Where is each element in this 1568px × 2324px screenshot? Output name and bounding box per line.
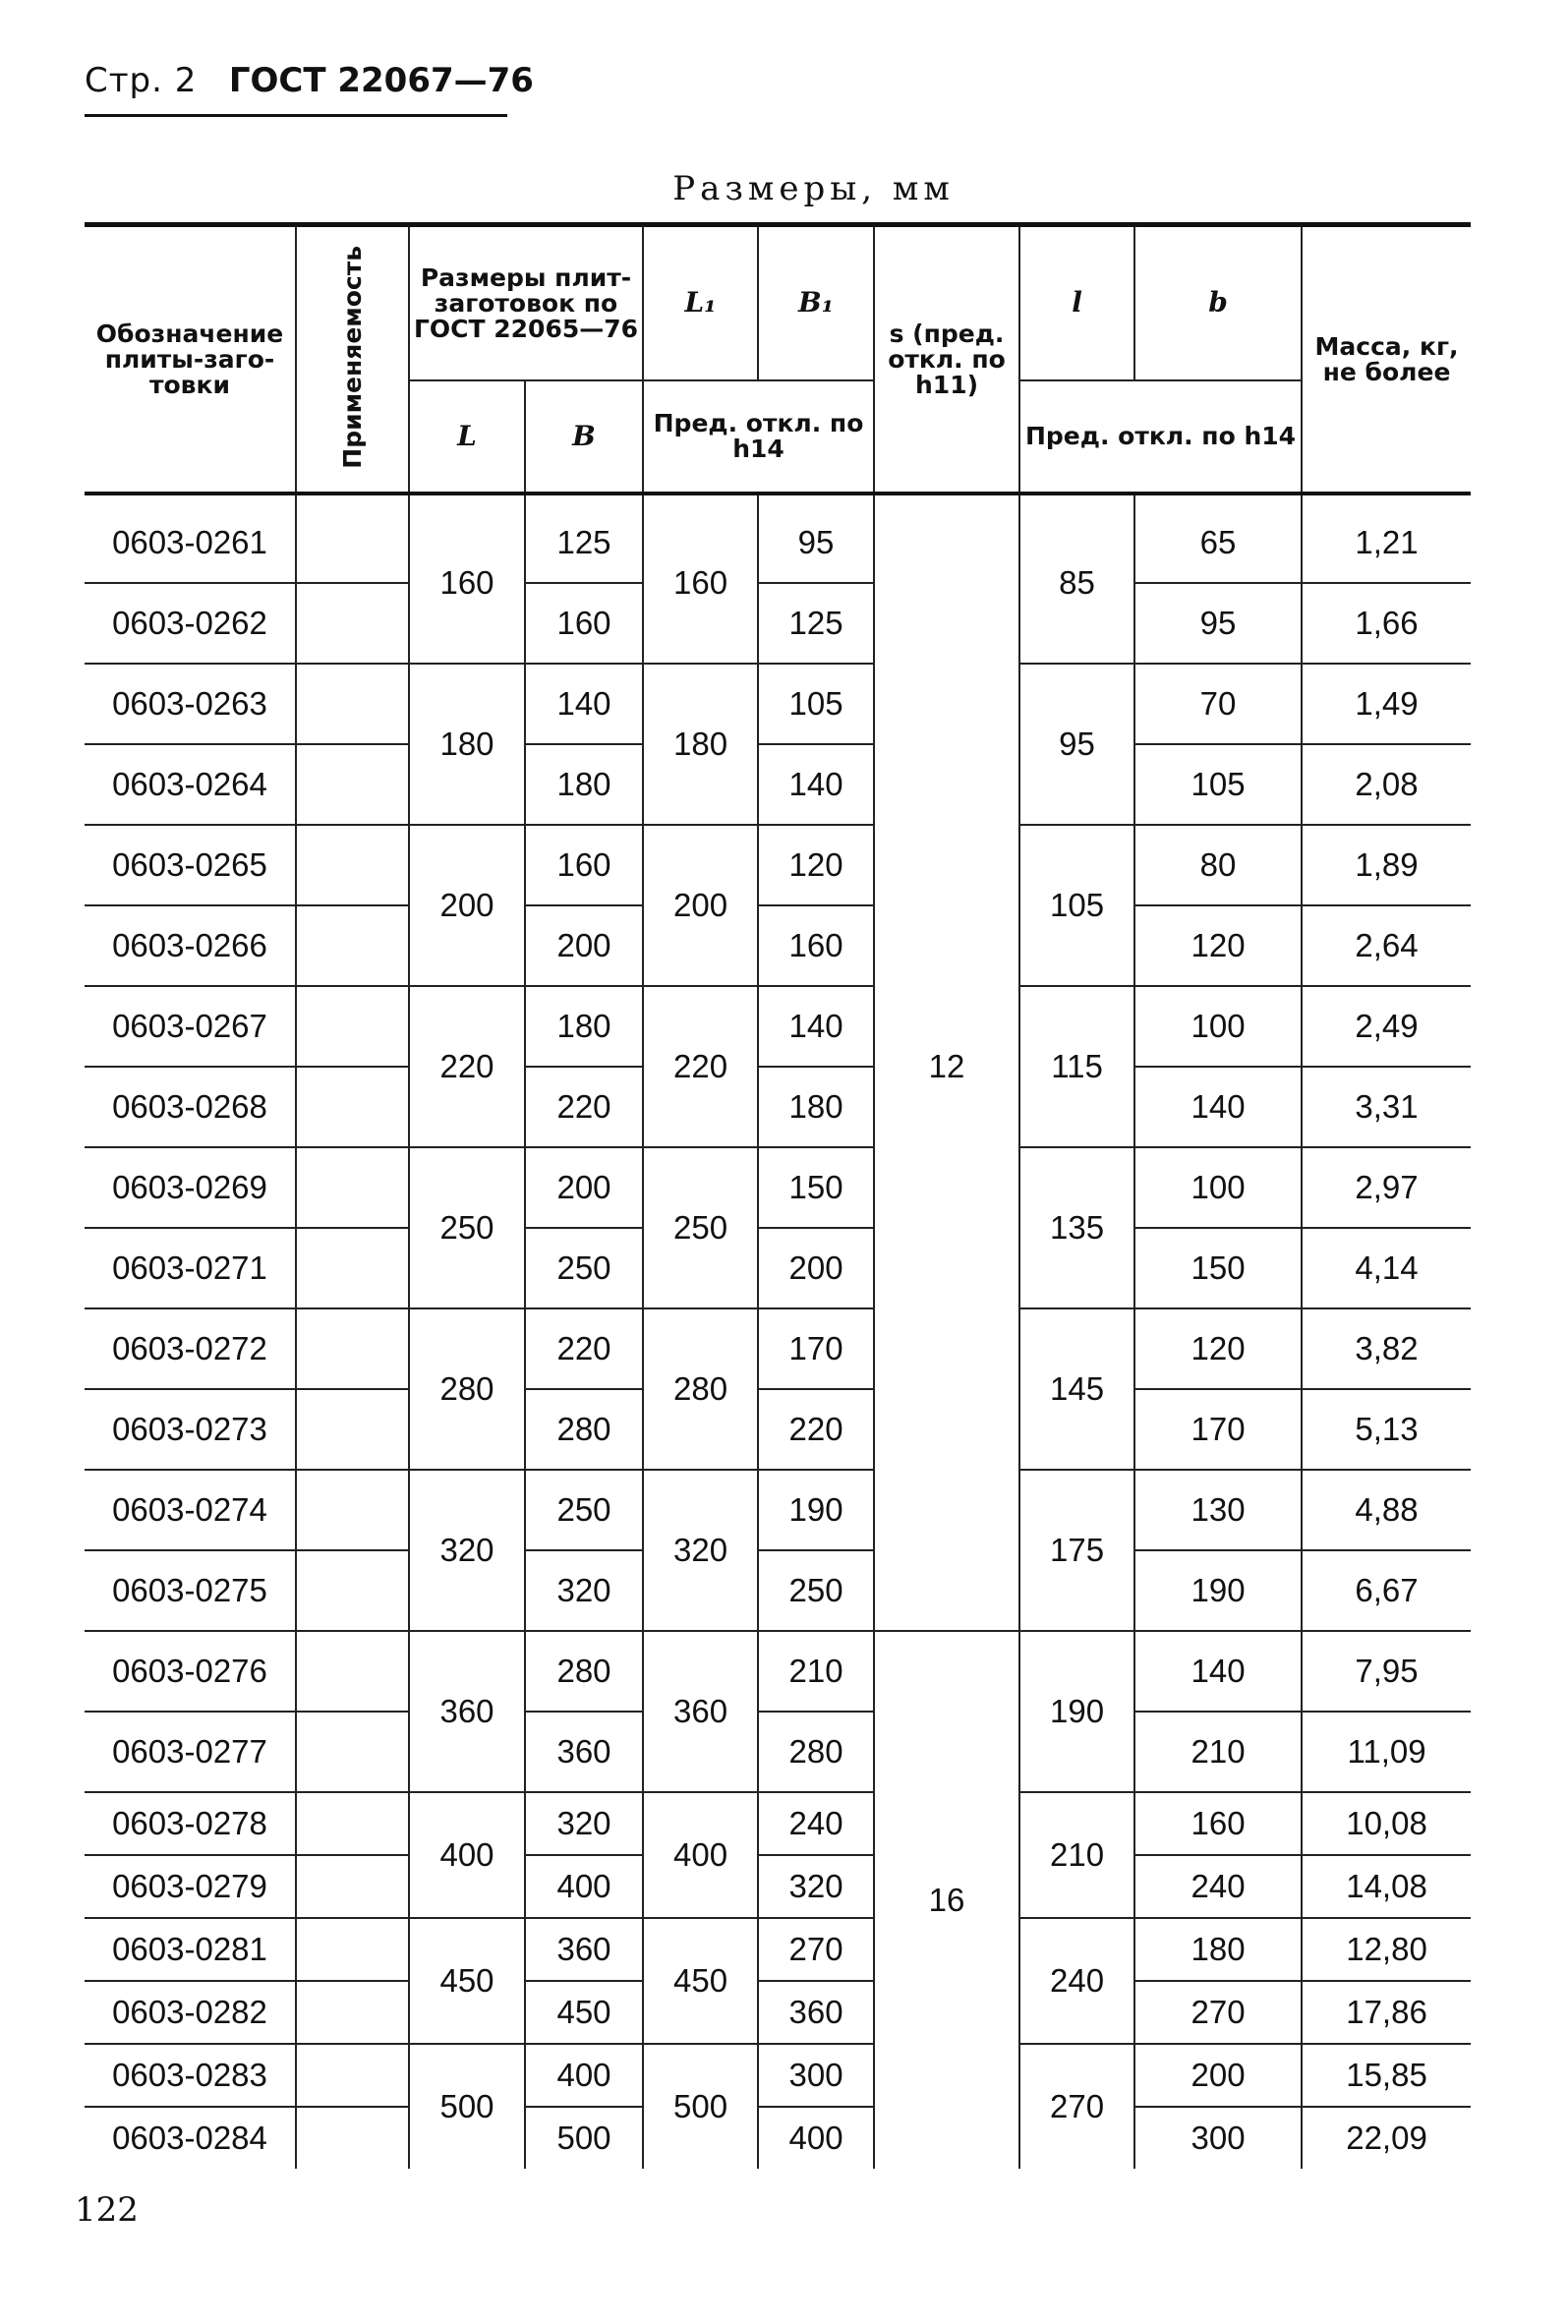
- designation-cell: 0603-0284: [85, 2107, 296, 2169]
- designation-cell: 0603-0261: [112, 524, 267, 560]
- mass-cell: 17,86: [1302, 1981, 1471, 2044]
- B1-cell: 140: [758, 744, 874, 825]
- B-cell: 220: [525, 1308, 643, 1389]
- col-blank-sizes: Размеры плит-заготовок по ГОСТ 22065—76: [409, 227, 643, 380]
- table-row: [85, 825, 1471, 905]
- B1-cell: 200: [758, 1228, 874, 1308]
- applicability-cell: [296, 1550, 409, 1631]
- B-cell: 180: [525, 986, 643, 1067]
- dimensions-table: [85, 227, 1471, 2169]
- L1-cell: 160: [643, 503, 758, 664]
- L1-cell: 400: [643, 1792, 758, 1918]
- l-cell: 270: [1019, 2044, 1134, 2169]
- B-cell: 360: [525, 1712, 643, 1792]
- applicability-cell: [296, 2044, 409, 2107]
- page-label: Стр. 2: [85, 61, 198, 100]
- designation-cell: 0603-0283: [85, 2044, 296, 2107]
- B-cell: 360: [525, 1918, 643, 1981]
- col-l: [1019, 227, 1134, 380]
- L-cell: 160: [409, 503, 525, 664]
- L-cell: 200: [409, 825, 525, 986]
- B1-cell: 125: [758, 583, 874, 664]
- b-cell: 170: [1134, 1389, 1302, 1470]
- l-cell: 175: [1019, 1470, 1134, 1631]
- mass-cell: 10,08: [1302, 1792, 1471, 1855]
- col-designation: Обозначение плиты-заго-товки: [85, 227, 296, 494]
- mass-cell: 3,31: [1302, 1067, 1471, 1147]
- L1-cell: 320: [643, 1470, 758, 1631]
- b-cell: 200: [1134, 2044, 1302, 2107]
- page-header: [85, 61, 534, 100]
- mass-cell: 4,88: [1302, 1470, 1471, 1550]
- col-L1: [643, 227, 758, 380]
- l-cell: 190: [1019, 1631, 1134, 1792]
- mass-cell: 2,08: [1302, 744, 1471, 825]
- table-row: [85, 905, 1471, 986]
- l-cell: 135: [1019, 1147, 1134, 1308]
- col-b: [1134, 227, 1302, 380]
- B-cell: 400: [525, 1855, 643, 1918]
- mass-cell: 14,08: [1302, 1855, 1471, 1918]
- designation-cell: 0603-0265: [85, 825, 296, 905]
- table-row: [85, 2044, 1471, 2107]
- s-cell: 12: [874, 503, 1019, 1631]
- mass-cell: 2,97: [1302, 1147, 1471, 1228]
- col-B1: [758, 227, 874, 380]
- col-applicability-label: Применяемость: [337, 245, 367, 469]
- table-row: [85, 503, 1471, 583]
- B-cell: 180: [525, 744, 643, 825]
- B1-cell: 150: [758, 1147, 874, 1228]
- b-cell: 130: [1134, 1470, 1302, 1550]
- b-cell: 95: [1134, 583, 1302, 664]
- applicability-cell: [296, 1712, 409, 1792]
- mass-cell: 22,09: [1302, 2107, 1471, 2169]
- table-row: [85, 1981, 1471, 2044]
- b-cell: 190: [1134, 1550, 1302, 1631]
- col-tolerance-h14-a: Пред. откл. по h14: [643, 380, 874, 494]
- l-cell: 85: [1019, 503, 1134, 664]
- B1-cell: 210: [758, 1631, 874, 1712]
- L1-cell: 180: [643, 664, 758, 825]
- col-L: [409, 380, 525, 494]
- designation-cell: 0603-0271: [85, 1228, 296, 1308]
- mass-cell: 2,49: [1302, 986, 1471, 1067]
- designation-cell: 0603-0272: [85, 1308, 296, 1389]
- b-cell: 120: [1134, 1308, 1302, 1389]
- applicability-cell: [296, 986, 409, 1067]
- B-cell: 280: [525, 1631, 643, 1712]
- B-cell: 320: [525, 1792, 643, 1855]
- L-cell: 220: [409, 986, 525, 1147]
- applicability-cell: [296, 1792, 409, 1855]
- B1-cell: 160: [758, 905, 874, 986]
- B1-cell: 120: [758, 825, 874, 905]
- b-cell: 65: [1134, 503, 1302, 583]
- L1-cell: 500: [643, 2044, 758, 2169]
- b-cell: 70: [1134, 664, 1302, 744]
- B-cell: 140: [525, 664, 643, 744]
- B-cell: 500: [525, 2107, 643, 2169]
- designation-cell: 0603-0276: [85, 1631, 296, 1712]
- spacer-cell: [296, 494, 409, 503]
- table-row: [85, 1712, 1471, 1792]
- col-tolerance-h14-b: Пред. откл. по h14: [1019, 380, 1302, 494]
- b-cell: 105: [1134, 744, 1302, 825]
- applicability-cell: [296, 1389, 409, 1470]
- table-row: [85, 583, 1471, 664]
- col-B1-label: B₁: [798, 286, 834, 319]
- B-cell: 160: [525, 825, 643, 905]
- b-cell: 240: [1134, 1855, 1302, 1918]
- table-row: [85, 1470, 1471, 1550]
- B1-cell: 105: [758, 664, 874, 744]
- col-L1-label: L₁: [684, 286, 717, 319]
- B1-cell: 190: [758, 1470, 874, 1550]
- B-cell: 450: [525, 1981, 643, 2044]
- spacer-cell: [1134, 494, 1302, 503]
- table-row: [85, 1855, 1471, 1918]
- B-cell: 220: [525, 1067, 643, 1147]
- applicability-cell: [296, 905, 409, 986]
- spacer-cell: [758, 494, 874, 503]
- b-cell: 150: [1134, 1228, 1302, 1308]
- B-cell: 200: [525, 905, 643, 986]
- designation-cell: 0603-0267: [85, 986, 296, 1067]
- designation-cell: 0603-0282: [85, 1981, 296, 2044]
- B-cell: 160: [525, 583, 643, 664]
- standard-number: ГОСТ 22067—76: [228, 61, 534, 100]
- table-row: [85, 986, 1471, 1067]
- table-row: [85, 1918, 1471, 1981]
- table-row: [85, 1792, 1471, 1855]
- b-cell: 300: [1134, 2107, 1302, 2169]
- mass-cell: 1,49: [1302, 664, 1471, 744]
- designation-cell: 0603-0278: [85, 1792, 296, 1855]
- mass-cell: 3,82: [1302, 1308, 1471, 1389]
- table-row: [85, 1550, 1471, 1631]
- L1-cell: 450: [643, 1918, 758, 2044]
- designation-cell: 0603-0277: [85, 1712, 296, 1792]
- table-row: [85, 1228, 1471, 1308]
- table-row: [85, 1631, 1471, 1712]
- mass-cell: 1,66: [1302, 583, 1471, 664]
- table-row: [85, 1308, 1471, 1389]
- col-mass: Масса, кг, не более: [1302, 227, 1471, 494]
- b-cell: 210: [1134, 1712, 1302, 1792]
- col-B: [525, 380, 643, 494]
- col-s: s (пред. откл. по h11): [874, 227, 1019, 494]
- spacer-cell: [1019, 494, 1134, 503]
- header-rule: [85, 114, 507, 117]
- applicability-cell: [296, 744, 409, 825]
- spacer-cell: [85, 494, 296, 503]
- designation-cell: 0603-0268: [85, 1067, 296, 1147]
- applicability-cell: [296, 583, 409, 664]
- table-row: [85, 2107, 1471, 2169]
- s-cell: 16: [874, 1631, 1019, 2169]
- applicability-cell: [296, 825, 409, 905]
- B-cell: 200: [525, 1147, 643, 1228]
- L-cell: 180: [409, 664, 525, 825]
- l-cell: 240: [1019, 1918, 1134, 2044]
- col-B-label: B: [572, 419, 596, 452]
- designation-cell: 0603-0269: [85, 1147, 296, 1228]
- mass-cell: 12,80: [1302, 1918, 1471, 1981]
- page-number: 122: [75, 2190, 139, 2230]
- L-cell: 280: [409, 1308, 525, 1470]
- spacer-cell: [409, 494, 525, 503]
- B-cell: 400: [525, 2044, 643, 2107]
- applicability-cell: [296, 2107, 409, 2169]
- spacer-cell: [525, 494, 643, 503]
- B1-cell: 280: [758, 1712, 874, 1792]
- L-cell: 450: [409, 1918, 525, 2044]
- mass-cell: 2,64: [1302, 905, 1471, 986]
- table-body: [85, 494, 1471, 2169]
- L-cell: 360: [409, 1631, 525, 1792]
- mass-cell: 1,89: [1302, 825, 1471, 905]
- designation-cell: 0603-0281: [85, 1918, 296, 1981]
- applicability-cell: [296, 1147, 409, 1228]
- L-cell: 500: [409, 2044, 525, 2169]
- applicability-cell: [296, 1981, 409, 2044]
- designation-cell: 0603-0275: [85, 1550, 296, 1631]
- table-row: [85, 664, 1471, 744]
- mass-cell: 1,21: [1302, 503, 1471, 583]
- l-cell: 95: [1019, 664, 1134, 825]
- table-row: [85, 1147, 1471, 1228]
- L1-cell: 200: [643, 825, 758, 986]
- applicability-cell: [296, 1470, 409, 1550]
- applicability-cell: [296, 664, 409, 744]
- L-cell: 320: [409, 1470, 525, 1631]
- table-header: [85, 227, 1471, 494]
- mass-cell: 7,95: [1302, 1631, 1471, 1712]
- applicability-cell: [296, 1228, 409, 1308]
- L1-cell: 360: [643, 1631, 758, 1792]
- spacer-cell: [643, 494, 758, 503]
- b-cell: 100: [1134, 1147, 1302, 1228]
- mass-cell: 5,13: [1302, 1389, 1471, 1470]
- applicability-cell: [296, 1308, 409, 1389]
- mass-cell: 4,14: [1302, 1228, 1471, 1308]
- applicability-cell: [296, 1631, 409, 1712]
- table-row: [85, 744, 1471, 825]
- table-row: [85, 1389, 1471, 1470]
- B-cell: 125: [525, 503, 643, 583]
- B1-cell: 220: [758, 1389, 874, 1470]
- designation-cell: 0603-0263: [85, 664, 296, 744]
- B-cell: 320: [525, 1550, 643, 1631]
- b-cell: 120: [1134, 905, 1302, 986]
- designation-cell: 0603-0279: [85, 1855, 296, 1918]
- b-cell: 140: [1134, 1631, 1302, 1712]
- b-cell: 80: [1134, 825, 1302, 905]
- col-L-label: L: [457, 419, 477, 452]
- spacer-cell: [874, 494, 1019, 503]
- mass-cell: 6,67: [1302, 1550, 1471, 1631]
- l-cell: 210: [1019, 1792, 1134, 1918]
- L1-cell: 280: [643, 1308, 758, 1470]
- B1-cell: 180: [758, 1067, 874, 1147]
- L1-cell: 220: [643, 986, 758, 1147]
- B1-cell: 95: [758, 503, 874, 583]
- applicability-cell: [296, 1067, 409, 1147]
- B1-cell: 360: [758, 1981, 874, 2044]
- B1-cell: 240: [758, 1792, 874, 1855]
- b-cell: 160: [1134, 1792, 1302, 1855]
- table-row: [85, 1067, 1471, 1147]
- b-cell: 270: [1134, 1981, 1302, 2044]
- b-cell: 100: [1134, 986, 1302, 1067]
- L-cell: 400: [409, 1792, 525, 1918]
- applicability-cell: [296, 1918, 409, 1981]
- designation-cell: 0603-0273: [85, 1389, 296, 1470]
- mass-cell: 11,09: [1302, 1712, 1471, 1792]
- b-cell: 140: [1134, 1067, 1302, 1147]
- designation-cell: 0603-0262: [85, 583, 296, 664]
- designation-cell: 0603-0274: [85, 1470, 296, 1550]
- L1-cell: 250: [643, 1147, 758, 1308]
- L-cell: 250: [409, 1147, 525, 1308]
- B-cell: 280: [525, 1389, 643, 1470]
- B1-cell: 320: [758, 1855, 874, 1918]
- B1-cell: 170: [758, 1308, 874, 1389]
- designation-cell: 0603-0264: [85, 744, 296, 825]
- col-applicability: [296, 227, 409, 494]
- B1-cell: 270: [758, 1918, 874, 1981]
- col-b-label: b: [1208, 286, 1228, 319]
- B-cell: 250: [525, 1470, 643, 1550]
- B1-cell: 140: [758, 986, 874, 1067]
- mass-cell: 15,85: [1302, 2044, 1471, 2107]
- l-cell: 115: [1019, 986, 1134, 1147]
- B-cell: 250: [525, 1228, 643, 1308]
- B1-cell: 400: [758, 2107, 874, 2169]
- l-cell: 105: [1019, 825, 1134, 986]
- spacer-cell: [1302, 494, 1471, 503]
- applicability-cell: [296, 1855, 409, 1918]
- applicability-cell: [296, 503, 409, 583]
- B1-cell: 250: [758, 1550, 874, 1631]
- designation-cell: 0603-0266: [85, 905, 296, 986]
- col-l-label: l: [1072, 286, 1082, 319]
- b-cell: 180: [1134, 1918, 1302, 1981]
- table-caption: Размеры, мм: [672, 169, 955, 208]
- l-cell: 145: [1019, 1308, 1134, 1470]
- B1-cell: 300: [758, 2044, 874, 2107]
